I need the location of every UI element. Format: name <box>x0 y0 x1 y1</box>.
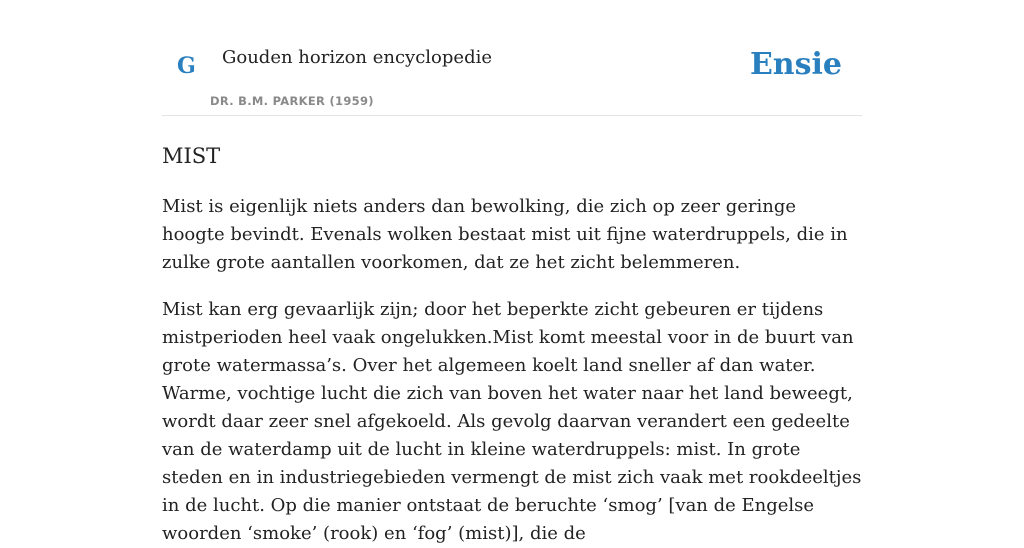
content-column <box>162 0 862 548</box>
entry-paragraph: Mist kan erg gevaarlijk zijn; door het beperkte zicht gebeuren er tijdens mistperioden heel vaak ongelukken.Mist komt meestal voor in de buurt van grote watermassa’s. Over het algemeen koelt land sneller af dan water. Warme, vochtige lucht die zich van boven het water naar het land beweegt, wordt daar zeer snel afgekoeld. Als gevolg daarvan verandert een gedeelte van de waterdamp uit de lucht in kleine waterdruppels: mist. In grote steden en in industriegebieden vermengt de mist zich vaak met rookdeeltjes in de lucht. Op die manier ontstaat de beruchte ‘smog’ [van de Engelse woorden ‘smoke’ (rook) en ‘fog’ (mist)], die de <box>162 299 862 544</box>
book-title-link[interactable]: Gouden horizon encyclopedie <box>222 47 492 68</box>
entry-paragraph: Mist is eigenlijk niets anders dan bewolking, die zich op zeer geringe hoogte bevindt. Evenals wolken bestaat mist uit fijne waterdruppels, die in zulke grote aantallen voorkomen, dat ze het zicht belemmeren. <box>162 196 848 273</box>
header <box>162 0 862 116</box>
brand-logo[interactable]: Ensie <box>749 47 842 82</box>
entry-title: MIST <box>162 144 221 168</box>
book-logo[interactable]: G <box>177 53 196 79</box>
book-author: DR. B.M. PARKER (1959) <box>210 94 374 108</box>
